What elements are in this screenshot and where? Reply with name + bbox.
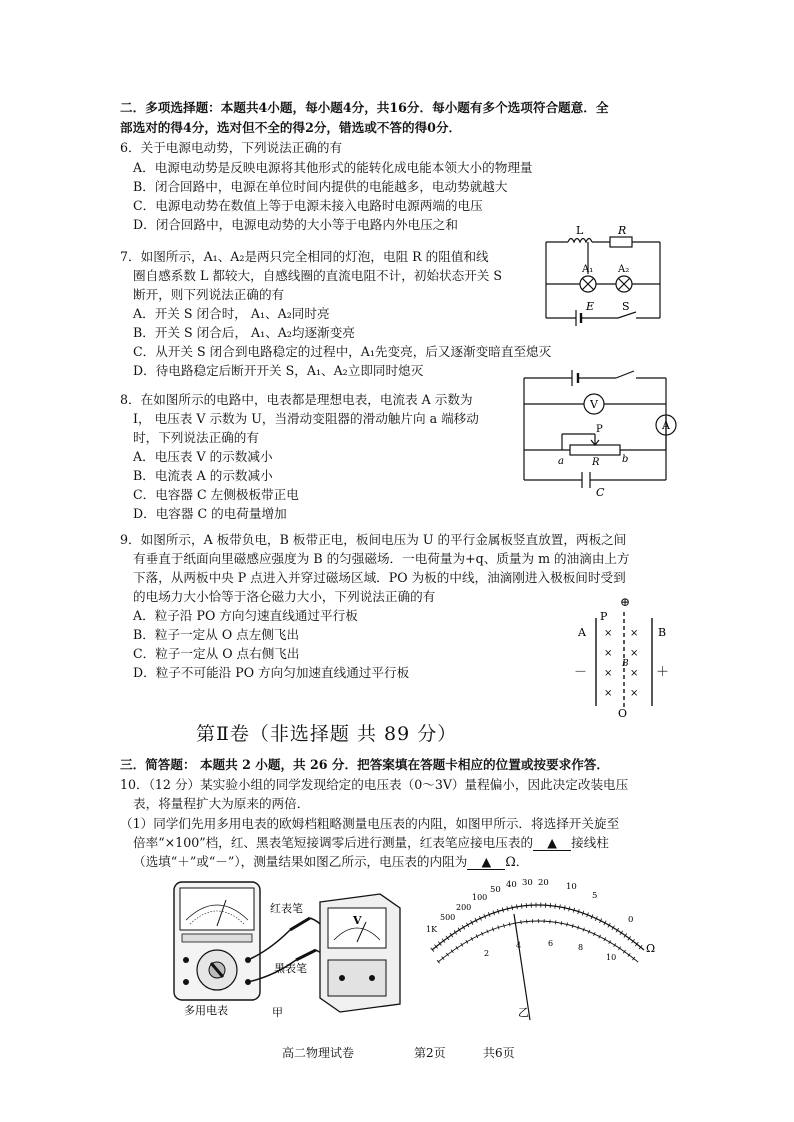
q7-line1: 7．如图所示，A₁、A₂是两只完全相同的灯泡，电阻 R 的阻值和线: [120, 249, 489, 264]
dial-scale-top: [490, 878, 633, 925]
q9-line3: 下落，从两板中央 P 点进入并穿过磁场区域．PO 为板的中线，油滴刚进入极板间时受到: [133, 570, 626, 585]
q7-option-c: C．从开关 S 闭合到电路稳定的过程中，A₁先变亮，后又逐渐变暗直至熄灭: [133, 344, 552, 359]
q7-fig-label-a1: A₁: [582, 264, 594, 275]
q10-figure-jia: [170, 880, 410, 1020]
q9-field-cross: ×: [604, 668, 613, 679]
q7-fig-label-l: L: [576, 224, 584, 237]
q6-option-d: D．闭合回路中，电源电动势的大小等于电路内外电压之和: [133, 217, 458, 232]
q8-fig-label-b: b: [622, 454, 629, 465]
q10-answer-blank-2[interactable]: ▲: [467, 855, 505, 870]
dial-tick: 10: [566, 882, 577, 892]
q7-option-b: B．开关 S 闭合后， A₁、A₂均逐渐变亮: [133, 325, 355, 340]
q9-fig-minus: －: [574, 665, 588, 680]
q10-sub1-line2-text: 倍率“×100”档，红、黑表笔短接调零后进行测量，红表笔应接电压表的: [133, 835, 534, 850]
q7-fig-label-a2: A₂: [618, 264, 630, 275]
q9-field-cross: ×: [604, 648, 613, 659]
q9-fig-field-b: B: [622, 659, 629, 669]
q7-option-a: A．开关 S 闭合时， A₁、A₂同时亮: [133, 306, 330, 321]
q6-option-a: A．电源电动势是反映电源将其他形式的能转化成电能本领大小的物理量: [133, 160, 533, 175]
q9-fig-label-b: B: [658, 626, 667, 639]
dial-ohm-symbol: Ω: [646, 942, 656, 955]
dial-tick: 0: [628, 915, 634, 925]
footer-subject: 高二物理试卷: [282, 1046, 355, 1060]
q9-fig-label-p: P: [600, 610, 608, 623]
q9-line4: 的电场力大小恰等于洛仑磁力大小，下列说法正确的有: [133, 589, 436, 604]
dial-tick: 1K: [426, 925, 438, 934]
q9-field-cross: ×: [630, 648, 639, 659]
q10-sub1-line2-tail: 接线柱: [571, 835, 609, 850]
voltmeter-v-label: V: [353, 914, 362, 927]
q9-line1: 9．如图所示，A 板带负电，B 板带正电，板间电压为 U 的平行金属板竖直放置，两板之间: [120, 532, 627, 547]
dial-tick: 50: [490, 885, 501, 895]
multimeter: [174, 882, 260, 1000]
q10-figure-yi-dial: [418, 870, 658, 1020]
q8-fig-label-p: P: [596, 424, 603, 435]
q7-fig-label-r: R: [618, 224, 627, 237]
figure-jia-label: 甲: [272, 1006, 283, 1019]
q9-fig-plus: ＋: [656, 665, 670, 680]
dial-tick: 10: [606, 953, 617, 962]
q10-sub1-line1: （1）同学们先用多用电表的欧姆档粗略测量电压表的内阻，如图甲所示．将选择开关旋至: [120, 816, 620, 831]
q9-fig-charge: ⊕: [620, 595, 631, 609]
q9-plates-diagram: [570, 594, 676, 718]
dial-scale-left: [426, 893, 487, 934]
q9-option-d: D．粒子不可能沿 PO 方向匀加速直线通过平行板: [133, 665, 410, 680]
q8-fig-label-ammeter: A: [662, 419, 670, 432]
dial-tick: 40: [506, 880, 517, 890]
q10-answer-blank-1[interactable]: ▲: [533, 836, 571, 851]
q9-option-b: B．粒子一定从 O 点左侧飞出: [133, 627, 300, 642]
dial-tick: 100: [472, 893, 488, 902]
multimeter-label: 多用电表: [184, 1004, 228, 1017]
q7-fig-label-e: E: [586, 300, 595, 313]
q9-option-c: C．粒子一定从 O 点右侧飞出: [133, 646, 300, 661]
q8-option-c: C．电容器 C 左侧极板带正电: [133, 487, 299, 502]
q9-option-a: A．粒子沿 PO 方向匀速直线通过平行板: [133, 608, 358, 623]
section3-title: 三．简答题： 本题共 2 小题，共 26 分．把答案填在答题卡相应的位置或按要求作答．: [120, 757, 609, 772]
q7-line2: 圈自感系数 L 都较大，自感线圈的直流电阻不计，初始状态开关 S: [133, 268, 503, 283]
footer-page-number: 第2页: [414, 1046, 446, 1060]
voltmeter: [320, 894, 400, 1012]
q8-option-d: D．电容器 C 的电荷量增加: [133, 506, 287, 521]
dial-tick: 500: [440, 913, 456, 922]
q10-line1: 10．（12 分）某实验小组的同学发现给定的电压表（0～3V）量程偏小，因此决定改装电压: [120, 777, 629, 792]
footer-total-pages: 共6页: [483, 1046, 515, 1060]
dial-tick: 6: [548, 939, 554, 948]
q9-field-cross: ×: [630, 668, 639, 679]
q9-field-cross: ×: [604, 688, 613, 699]
q8-option-a: A．电压表 V 的示数减小: [133, 449, 273, 464]
figure-yi-label: 乙: [518, 1006, 529, 1019]
q7-line3: 断开，则下列说法正确的有: [133, 287, 285, 302]
dial-tick: 8: [578, 943, 584, 952]
dial-tick: 30: [522, 878, 533, 888]
q7-option-d: D．待电路稳定后断开开关 S，A₁、A₂立即同时熄灭: [133, 363, 424, 378]
q8-fig-label-v: V: [590, 398, 598, 411]
dial-tick: 5: [592, 891, 598, 901]
q9-field-cross: ×: [604, 628, 613, 639]
q9-fig-label-a: A: [578, 626, 586, 639]
q10-sub1-line3: [133, 852, 528, 871]
dial-tick: 200: [456, 903, 472, 912]
section2-title: 二．多项选择题：本题共4小题，每小题4分，共16分．每小题有多个选项符合题意．全: [120, 100, 609, 115]
q8-fig-label-c: C: [596, 486, 605, 499]
q8-line3: 时，下列说法正确的有: [133, 430, 259, 445]
q9-field-cross: ×: [630, 628, 639, 639]
q8-option-b: B．电流表 A 的示数减小: [133, 468, 273, 483]
q8-circuit-diagram: [520, 368, 696, 500]
q6-option-c: C．电源电动势在数值上等于电源未接入电路时电源两端的电压: [133, 198, 483, 213]
q8-line1: 8．在如图所示的电路中，电表都是理想电表，电流表 A 示数为: [120, 392, 473, 407]
q10-sub1-line2: [133, 833, 609, 852]
q8-fig-label-r: R: [592, 457, 600, 468]
q6-option-b: B．闭合回路中，电源在单位时间内提供的电能越多，电动势就越大: [133, 179, 508, 194]
q7-circuit-diagram: [540, 222, 670, 326]
q10-sub1-line3-text: （选填“＋”或“－”），测量结果如图乙所示，电压表的内阻为: [133, 854, 468, 869]
q10-line2: 表，将量程扩大为原来的两倍．: [133, 796, 310, 811]
part2-title: 第Ⅱ卷（非选择题 共 89 分）: [196, 723, 458, 745]
dial-tick: 20: [538, 878, 549, 888]
dial-tick: 2: [484, 949, 490, 958]
q6-stem: 6．关于电源电动势，下列说法正确的有: [120, 140, 343, 155]
q9-fig-label-o: O: [618, 707, 628, 720]
q9-line2: 有垂直于纸面向里磁感应强度为 B 的匀强磁场．一电荷量为+q、质量为 m 的油滴由上方: [133, 551, 630, 566]
q10-sub1-line3-tail: Ω．: [505, 854, 529, 869]
dial-tick: 4: [516, 941, 522, 950]
q7-fig-label-s: S: [622, 300, 630, 313]
black-probe-label: 黑表笔: [274, 962, 307, 975]
red-probe-label: 红表笔: [270, 902, 303, 915]
q8-line2: I， 电压表 V 示数为 U，当滑动变阻器的滑动触片向 a 端移动: [133, 411, 479, 426]
q8-fig-label-a: a: [558, 456, 564, 467]
section2-title-cont: 部选对的得4分，选对但不全的得2分，错选或不答的得0分．: [120, 120, 462, 135]
dial-scale-right: [484, 939, 616, 962]
q9-field-cross: ×: [630, 688, 639, 699]
